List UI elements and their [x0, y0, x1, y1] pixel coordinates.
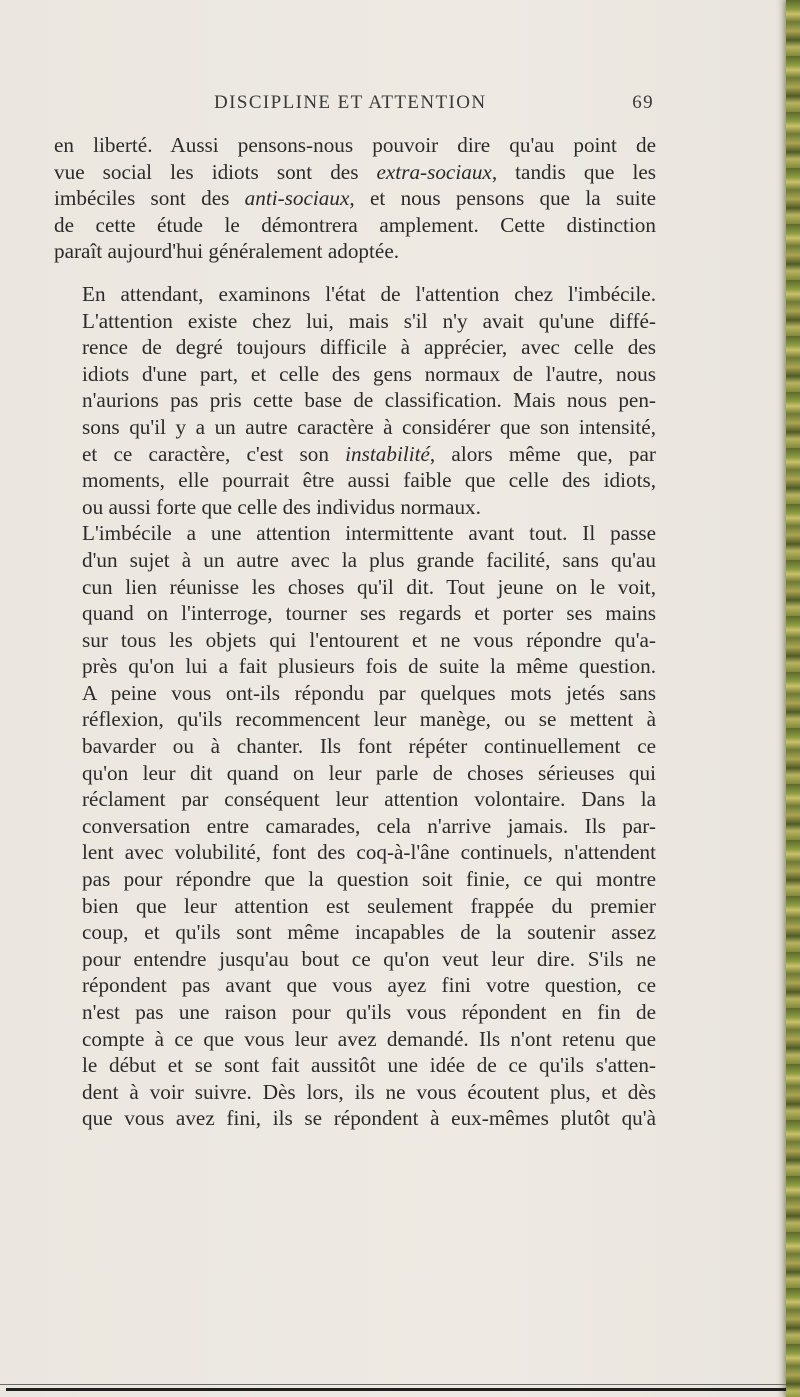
text-line [54, 574, 656, 601]
text-segment: ou aussi forte que celle des individus normaux. [82, 494, 481, 519]
paragraph [54, 281, 656, 520]
text-line [54, 387, 656, 414]
paragraph [54, 520, 656, 1132]
text-line [54, 919, 656, 946]
text-segment: réflexion, qu'ils recommencent leur manège, ou se mettent à [82, 707, 656, 732]
text-line [54, 893, 656, 920]
text-segment: , tandis que les [491, 159, 656, 184]
text-line [54, 494, 656, 521]
text-segment: dent à voir suivre. Dès lors, ils ne vous écoutent plus, et dès [82, 1079, 656, 1104]
text-line [54, 1079, 656, 1106]
text-segment: , et nous pensons que la suite [349, 186, 656, 211]
text-segment: imbéciles sont des [54, 186, 245, 211]
text-line [54, 238, 656, 265]
text-segment: rence de degré toujours difficile à apprécier, avec celle des [82, 335, 656, 360]
bottom-rule-thin [0, 1384, 786, 1385]
text-line [54, 600, 656, 627]
text-segment: d'un sujet à un autre avec la plus grande facilité, sans qu'au [82, 547, 656, 572]
text-line [54, 212, 656, 239]
text-line [54, 132, 656, 159]
text-segment: L'imbécile a une attention intermittente avant tout. Il passe [82, 521, 656, 546]
italic-term: extra-sociaux [376, 159, 492, 184]
text-line [54, 946, 656, 973]
text-line [54, 972, 656, 999]
text-line [54, 760, 656, 787]
text-segment: compte à ce que vous leur avez demandé. Ils n'ont retenu que [82, 1026, 656, 1051]
text-segment: sur tous les objets qui l'entourent et ne vous répondre qu'a- [82, 627, 656, 652]
text-line [54, 520, 656, 547]
text-segment: répondent pas avant que vous ayez fini votre question, ce [82, 973, 656, 998]
text-line [54, 281, 656, 308]
italic-term: instabilité [345, 441, 430, 466]
text-segment: idiots d'une part, et celle des gens normaux de l'autre, nous [82, 361, 656, 386]
text-segment: coup, et qu'ils sont même incapables de la soutenir assez [82, 920, 656, 945]
text-line [54, 999, 656, 1026]
page-edge-strip [786, 0, 800, 1397]
text-segment: sons qu'il y a un autre caractère à considérer que son intensité, [82, 414, 656, 439]
text-segment: et ce caractère, c'est son [82, 441, 346, 466]
text-line [54, 361, 656, 388]
running-head-title: DISCIPLINE ET ATTENTION [214, 92, 487, 113]
text-line [54, 308, 656, 335]
text-line [54, 185, 656, 212]
text-line [54, 1052, 656, 1079]
text-line [54, 1105, 656, 1132]
text-line [54, 733, 656, 760]
text-line [54, 813, 656, 840]
text-segment: En attendant, examinons l'état de l'attention chez l'imbécile. [82, 281, 656, 306]
text-segment: que vous avez fini, ils se répondent à eux-mêmes plutôt qu'à [82, 1106, 656, 1131]
text-line [54, 334, 656, 361]
text-line [54, 706, 656, 733]
text-line [54, 467, 656, 494]
text-segment: réclament par conséquent leur attention volontaire. Dans la [82, 787, 656, 812]
text-line [54, 653, 656, 680]
text-segment: vue social les idiots sont des [54, 159, 377, 184]
text-segment: qu'on leur dit quand on leur parle de choses sérieuses qui [82, 760, 656, 785]
text-segment: cun lien réunisse les choses qu'il dit. Tout jeune on le voit, [82, 574, 656, 599]
text-line [54, 441, 656, 468]
text-segment: pas pour répondre que la question soit finie, ce qui montre [82, 867, 656, 892]
text-line [54, 627, 656, 654]
text-segment: n'est pas une raison pour qu'ils vous répondent en fin de [82, 1000, 656, 1024]
text-line [54, 159, 656, 186]
text-segment: paraît aujourd'hui généralement adoptée. [54, 239, 400, 264]
running-head [54, 92, 654, 116]
text-segment: de cette étude le démontrera amplement. Cette distinction [54, 212, 656, 237]
text-segment: lent avec volubilité, font des coq-à-l'âne continuels, n'attendent [82, 840, 656, 865]
text-segment: conversation entre camarades, cela n'arrive jamais. Ils par- [82, 813, 656, 838]
text-segment: quand on l'interroge, tourner ses regards et porter ses mains [82, 601, 656, 626]
text-line [54, 866, 656, 893]
text-segment: en liberté. Aussi pensons-nous pouvoir dire qu'au point de [54, 133, 656, 157]
text-line [54, 547, 656, 574]
page-number: 69 [632, 92, 654, 113]
text-segment: près qu'on lui a fait plusieurs fois de suite la même question. [82, 654, 656, 679]
binding-shadow [776, 0, 786, 1397]
text-segment: A peine vous ont-ils répondu par quelques mots jetés sans [82, 680, 656, 705]
text-segment: L'attention existe chez lui, mais s'il n'y avait qu'une diffé- [82, 308, 656, 333]
text-segment: , alors même que, par [429, 441, 656, 466]
text-segment: pour entendre jusqu'au bout ce qu'on veut leur dire. S'ils ne [82, 946, 656, 971]
text-segment: bien que leur attention est seulement frappée du premier [82, 893, 656, 918]
body-text [54, 132, 656, 1132]
text-segment: bavarder ou à chanter. Ils font répéter continuellement ce [82, 734, 656, 759]
paragraph [54, 132, 656, 265]
text-line [54, 786, 656, 813]
text-line [54, 680, 656, 707]
italic-term: anti-sociaux [244, 186, 350, 211]
text-segment: le début et se sont fait aussitôt une idée de ce qu'ils s'atten- [82, 1053, 656, 1078]
text-segment: moments, elle pourrait être aussi faible que celle des idiots, [82, 468, 656, 493]
text-line [54, 839, 656, 866]
text-segment: n'aurions pas pris cette base de classification. Mais nous pen- [82, 388, 656, 413]
text-line [54, 1026, 656, 1053]
bottom-rule [6, 1388, 786, 1391]
text-line [54, 414, 656, 441]
